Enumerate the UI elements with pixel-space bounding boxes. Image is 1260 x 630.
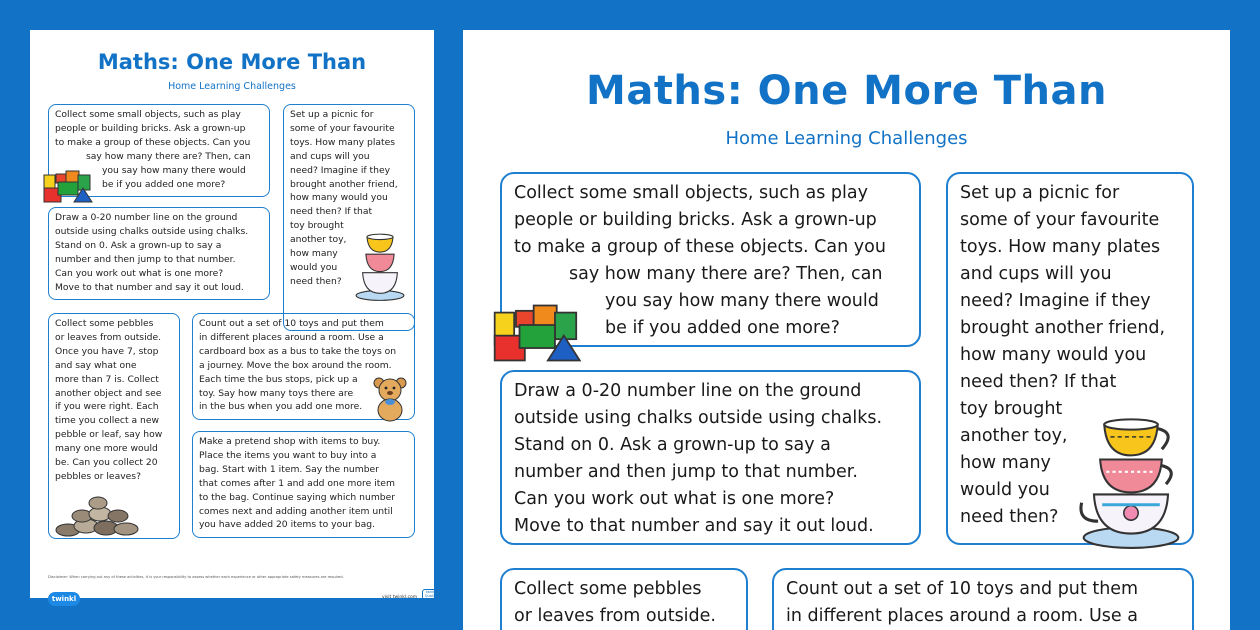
thumbnail-building-blocks-icon [43, 160, 95, 204]
challenge-line: Can you work out what is one more? [514, 489, 835, 509]
thumbnail-challenge-numberline: Draw a 0-20 number line on the ground outside using chalks outside using chalks. Stand on 0. Ask a grown-up to say a number and then jump to that number. Can you work out what is one more? Move to that number and say it out loud. [48, 207, 270, 300]
thumbnail-teacups-icon [352, 226, 408, 302]
challenge-line: Draw a 0-20 number line on the ground [514, 381, 862, 401]
challenge-line: Collect some pebbles [514, 579, 702, 599]
thumbnail-page[interactable] [30, 30, 440, 606]
challenge-line: would you [960, 480, 1050, 500]
thumbnail-challenge-objects: Collect some small objects, such as play people or building bricks. Ask a grown-up to make a group of these objects. Can you say how many there are? Then, can you say how many there would be if you added one more? [48, 104, 270, 197]
challenge-line: and cups will you [960, 264, 1112, 284]
thumbnail-challenge-picnic: Set up a picnic for some of your favourite toys. How many plates and cups will you need? Imagine if they brought another friend, how many would you need then? If that toy brought another toy, how many would you need then? [283, 104, 415, 331]
challenge-line: Count out a set of 10 toys and put them [786, 579, 1139, 599]
main-page [463, 30, 1230, 630]
challenge-line: need then? [960, 507, 1059, 527]
challenge-line: brought another friend, [960, 318, 1166, 338]
challenge-line: need? Imagine if they [960, 291, 1151, 311]
thumbnail-pebbles-icon [54, 492, 146, 538]
thumbnail-teddy-bear-icon [370, 375, 410, 423]
challenge-line: or leaves from outside. [514, 606, 716, 626]
challenge-line: Stand on 0. Ask a grown-up to say a [514, 435, 831, 455]
challenge-line: toy brought [960, 399, 1063, 419]
teacups-icon [1079, 406, 1183, 550]
challenge-line: say how many there are? Then, can [569, 264, 883, 284]
challenge-line: number and then jump to that number. [514, 462, 858, 482]
quality-badge: twinkl Quality Standard Approved [423, 590, 440, 606]
challenge-line: Set up a picnic for [960, 183, 1120, 203]
twinkl-logo: twinkl [48, 592, 80, 606]
challenge-line: another toy, [960, 426, 1068, 446]
challenge-numberline [500, 370, 921, 545]
challenge-line: in different places around a room. Use a [786, 606, 1138, 626]
challenge-line: how many would you [960, 345, 1147, 365]
challenge-pebbles [500, 568, 748, 630]
challenge-line: how many [960, 453, 1051, 473]
challenge-line: people or building bricks. Ask a grown-up [514, 210, 877, 230]
page-title: Maths: One More Than [586, 68, 1107, 114]
challenge-line: to make a group of these objects. Can you [514, 237, 886, 257]
thumbnail-challenge-shop: Make a pretend shop with items to buy. Place the items you want to buy into a bag. Start with 1 item. Say the number that comes after 1 and add one more item to the bag. Continue saying which number comes next and adding another item until you have added 20 items to your bag. [192, 431, 415, 538]
challenge-line: toys. How many plates [960, 237, 1161, 257]
thumbnail-challenge-pebbles: Collect some pebbles or leaves from outside. Once you have 7, stop and say what one more than 7 is. Collect another object and see if you were right. Each time you collect a new pebble or leaf, say how many one more would be. Can you collect 20 pebbles or leaves? [48, 313, 180, 539]
challenge-line: some of your favourite [960, 210, 1160, 230]
thumbnail-subtitle: Home Learning Challenges [168, 81, 296, 92]
challenge-toys [772, 568, 1194, 630]
page-subtitle: Home Learning Challenges [725, 128, 968, 149]
challenge-line: Move to that number and say it out loud. [514, 516, 874, 536]
thumbnail-url: visit twinkl.com [382, 595, 418, 600]
challenge-line: you say how many there would [605, 291, 879, 311]
challenge-line: outside using chalks outside using chalks. [514, 408, 883, 428]
thumbnail-title: Maths: One More Than [97, 50, 367, 74]
challenge-line: Collect some small objects, such as play [514, 183, 868, 203]
challenge-line: need then? If that [960, 372, 1117, 392]
thumbnail-challenge-toys: Count out a set of 10 toys and put them in different places around a room. Use a cardboard box as a bus to take the toys on a journey. Move the box around the room. Each time the bus stops, pick up a toy. Say how many toys there are in the bus when you add one more. [192, 313, 415, 420]
building-blocks-icon [487, 286, 591, 364]
thumbnail-disclaimer: Disclaimer: When carrying out any of these activities, it is your responsibility to assess whether each experience or other appropriate safety measures are required. [48, 575, 344, 579]
challenge-line: be if you added one more? [605, 318, 840, 338]
